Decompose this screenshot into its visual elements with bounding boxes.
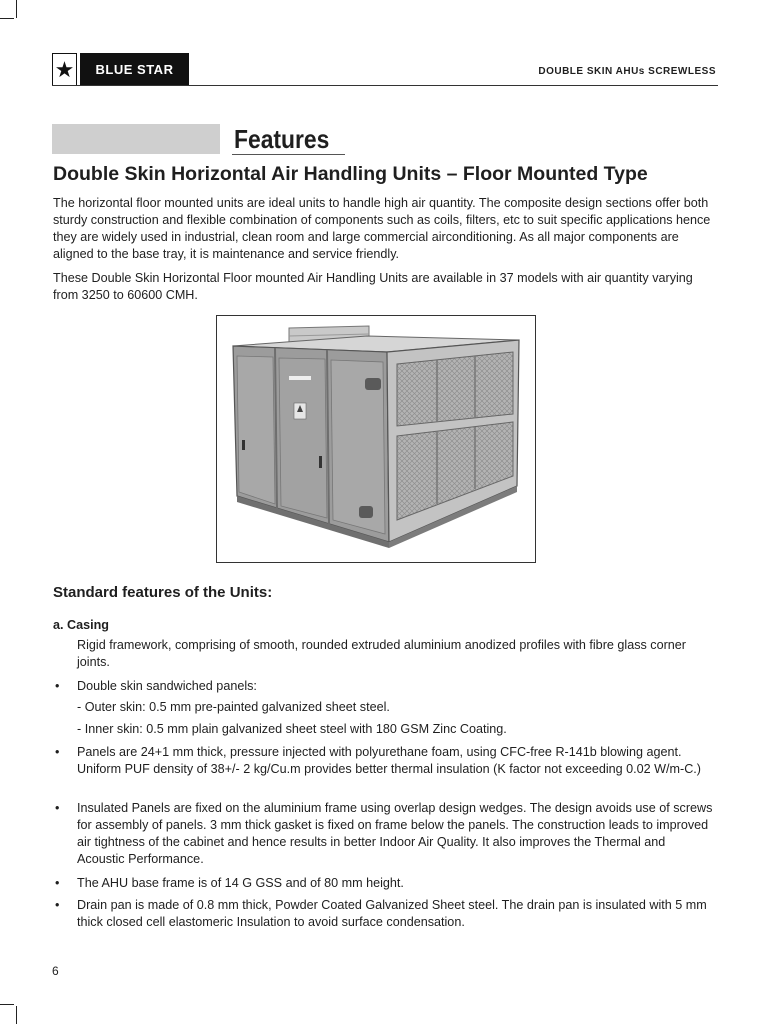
bullet-drain-pan: Drain pan is made of 0.8 mm thick, Powder Coated Galvanized Sheet steel. The drain pan is insulated with 5 mm thick closed cell elastomeric Insulation to avoid surface condensation. [77, 898, 707, 929]
bullet-marker: • [55, 876, 60, 890]
section-title: Features [234, 124, 330, 154]
standard-features-heading: Standard features of the Units: [53, 584, 273, 601]
page-number: 6 [52, 964, 59, 978]
section-title-underline [232, 154, 345, 155]
outer-skin-spec: - Outer skin: 0.5 mm pre-painted galvanized sheet steel. [77, 700, 390, 714]
casing-description: Rigid framework, comprising of smooth, rounded extruded aluminium anodized profiles with fibre glass corner joints. [77, 638, 686, 669]
bullet-marker: • [55, 745, 60, 759]
brand-logo [52, 53, 189, 86]
bullet-double-skin-panels: Double skin sandwiched panels: [77, 679, 257, 693]
document-title: DOUBLE SKIN AHUs SCREWLESS [538, 66, 716, 77]
section-title-bar [52, 124, 220, 154]
bullet-base-frame: The AHU base frame is of 14 G GSS and of 80 mm height. [77, 876, 404, 890]
bullet-panel-thickness: Panels are 24+1 mm thick, pressure injected with polyurethane foam, using CFC-free R-141b blowing agent. Uniform PUF density of 38+/- 2 kg/Cu.m provides better thermal insulation (K factor not exceeding 0.02 W/m-C.) [77, 745, 701, 776]
crop-mark [0, 18, 14, 19]
star-icon: ★ [52, 53, 77, 86]
crop-mark [16, 1006, 17, 1024]
page-subtitle: Double Skin Horizontal Air Handling Units – Floor Mounted Type [53, 163, 648, 185]
casing-heading: a. Casing [53, 618, 109, 632]
brand-name: BLUE STAR [80, 53, 189, 86]
crop-mark [0, 1004, 14, 1005]
bullet-marker: • [55, 679, 60, 693]
bullet-insulated-panels: Insulated Panels are fixed on the aluminium frame using overlap design wedges. The design avoids use of screws for assembly of panels. 3 mm thick gasket is fixed on frame below the panels. The construction leads to improved air tightness of the cabinet and hence results in better Indoor Air Quality. It also improves the Thermal and Acoustic Performance. [77, 801, 713, 866]
crop-mark [16, 0, 17, 18]
bullet-marker: • [55, 801, 60, 815]
product-photo [216, 315, 536, 563]
intro-paragraph-2: These Double Skin Horizontal Floor mounted Air Handling Units are available in 37 models with air quantity varying from 3250 to 60600 CMH. [53, 271, 693, 302]
header-divider [52, 85, 718, 86]
ahu-unit-illustration [217, 316, 535, 562]
bullet-marker: • [55, 898, 60, 912]
intro-paragraph-1: The horizontal floor mounted units are ideal units to handle high air quantity. The composite design sections offer both sturdy construction and flexible combination of components such as coils, filters, etc to suit specific applications hence they are widely used in industrial, clean room and large commercial airconditioning. As all major components are aligned to the base tray, it is maintenance and service friendly. [53, 196, 711, 261]
inner-skin-spec: - Inner skin: 0.5 mm plain galvanized sheet steel with 180 GSM Zinc Coating. [77, 722, 507, 736]
